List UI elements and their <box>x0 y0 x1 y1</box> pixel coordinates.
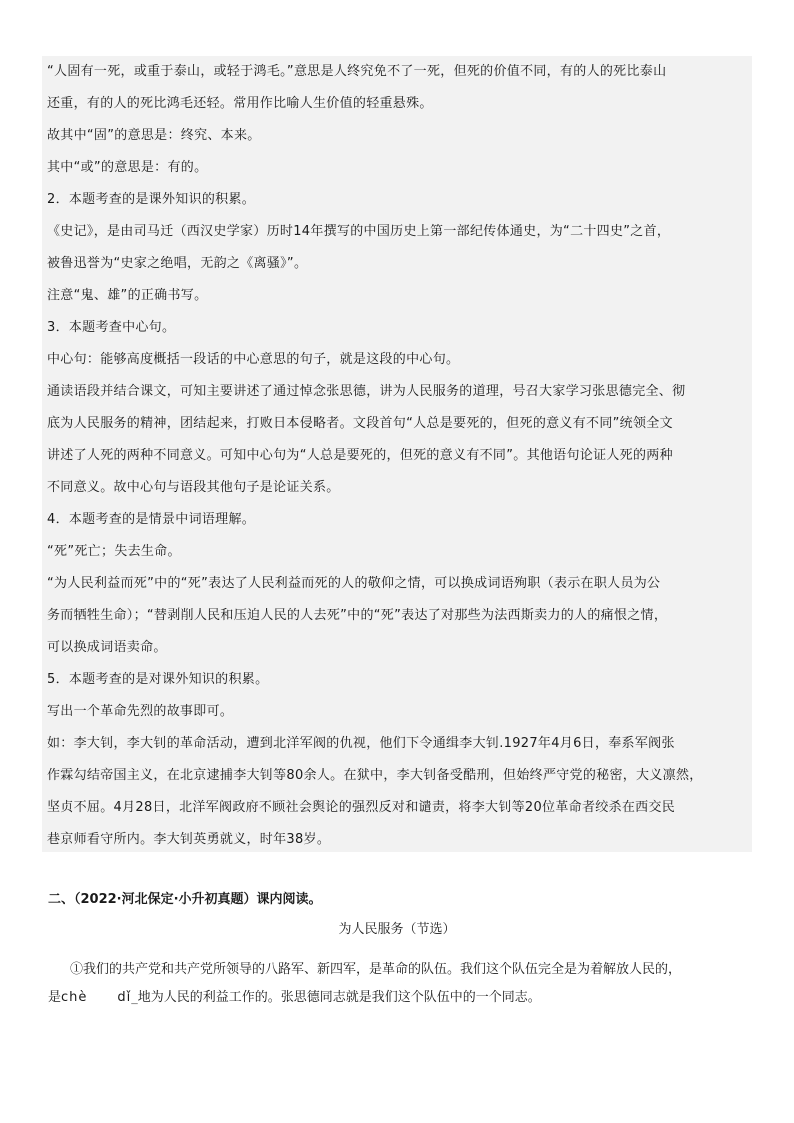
answer-line: 可以换成词语卖命。 <box>47 640 167 655</box>
answer-line: 4．本题考查的是情景中词语理解。 <box>47 512 256 527</box>
answer-line: 务而牺牲生命）；“替剥削人民和压迫人民的人去死”中的“死”表达了对那些为法西斯卖力的人的痛恨之情， <box>47 608 668 623</box>
passage-line-prefix: 是 <box>48 990 62 1005</box>
pinyin-prompt: dǐ <box>117 990 132 1005</box>
answer-line: 讲述了人死的两种不同意义。可知中心句为“人总是要死的，但死的意义有不同”。其他语句论证人死的两种 <box>47 448 673 463</box>
passage-line: ①我们的共产党和共产党所领导的八路军、新四军，是革命的队伍。我们这个队伍完全是为着解放人民的， <box>70 962 682 977</box>
answer-line: 底为人民服务的精神，团结起来，打败日本侵略者。文段首句“人总是要死的，但死的意义有不同”统领全文 <box>47 416 673 431</box>
answer-line: 被鲁迅誉为“史家之绝唱，无韵之《离骚》”。 <box>47 256 308 271</box>
answer-line: 中心句：能够高度概括一段话的中心意思的句子，就是这段的中心句。 <box>47 352 460 367</box>
answer-line: “为人民利益而死”中的“死”表达了人民利益而死的人的敬仰之情，可以换成词语殉职（表示在职人员为公 <box>47 576 661 591</box>
answer-line: 注意“鬼、雄”的正确书写。 <box>47 288 208 303</box>
passage-line <box>48 984 760 1012</box>
answer-line: 2．本题考查的是课外知识的积累。 <box>47 192 256 207</box>
answer-line: 3．本题考查中心句。 <box>47 320 176 335</box>
answer-line: 5．本题考查的是对课外知识的积累。 <box>47 672 269 687</box>
answer-explanation-block <box>42 56 752 852</box>
answer-line: 还重，有的人的死比鸿毛还轻。常用作比喻人生价值的轻重悬殊。 <box>47 96 433 111</box>
passage-title: 为人民服务（节选） <box>338 922 456 937</box>
answer-line: 作霖勾结帝国主义，在北京逮捕李大钊等80余人。在狱中，李大钊备受酷刑，但始终严守党的秘密，大义凛然， <box>47 768 703 783</box>
passage-body <box>48 956 760 1012</box>
answer-line: 写出一个革命先烈的故事即可。 <box>47 704 234 719</box>
answer-line: 坚贞不屈。4月28日，北洋军阀政府不顾社会舆论的强烈反对和谴责，将李大钊等20位革命者绞杀在西交民 <box>47 800 676 815</box>
answer-line: 巷京师看守所内。李大钊英勇就义，时年38岁。 <box>47 832 331 847</box>
pinyin-prompt: chè <box>61 990 88 1005</box>
answer-line: 其中“或”的意思是：有的。 <box>47 160 208 175</box>
question-heading: 二、（2022·河北保定·小升初真题）课内阅读。 <box>48 892 322 907</box>
answer-line: 通读语段并结合课文，可知主要讲述了通过悼念张思德，讲为人民服务的道理，号召大家学习张思德完全、彻 <box>47 384 686 399</box>
answer-line: 《史记》，是由司马迁（西汉史学家）历时14年撰写的中国历史上第一部纪传体通史，为“二十四史”之首， <box>47 224 671 239</box>
answer-line: “死”死亡；失去生命。 <box>47 544 181 559</box>
answer-line: “人固有一死，或重于泰山，或轻于鸿毛。”意思是人终究免不了一死，但死的价值不同，有的人的死比泰山 <box>47 64 667 79</box>
passage-line-suffix: _地为人民的利益工作的。张思德同志就是我们这个队伍中的一个同志。 <box>131 990 541 1005</box>
answer-line: 故其中“固”的意思是：终究、本来。 <box>47 128 261 143</box>
answer-line: 如：李大钊，李大钊的革命活动，遭到北洋军阀的仇视，他们下令通缉李大钊.1927年4月6日，奉系军阀张 <box>47 736 675 751</box>
answer-line: 不同意义。故中心句与语段其他句子是论证关系。 <box>47 480 340 495</box>
